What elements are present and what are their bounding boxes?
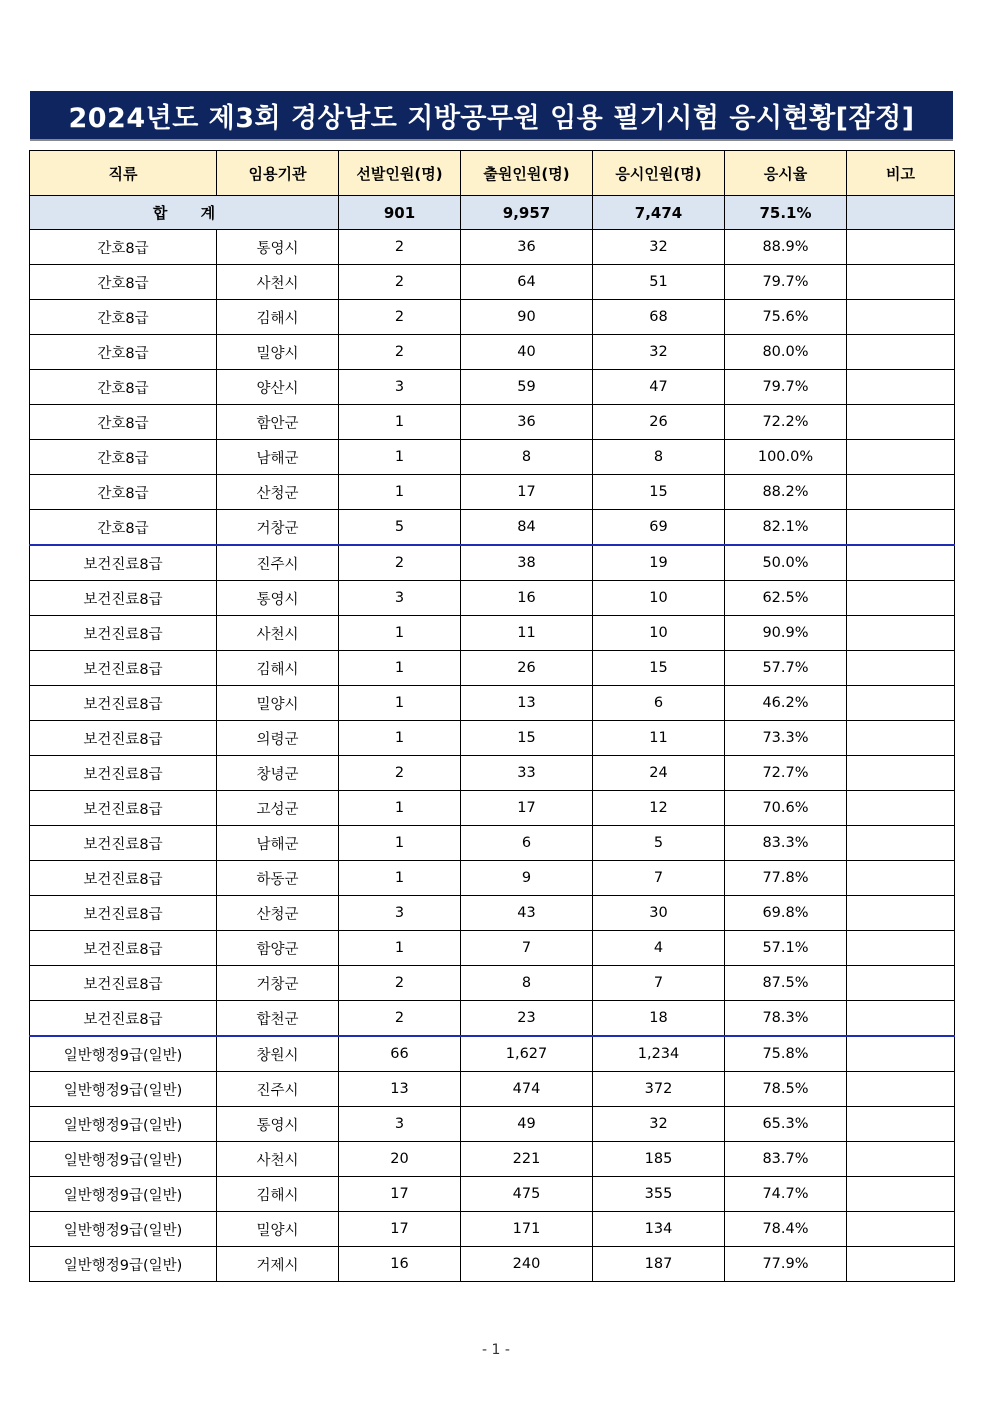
cell-agency: 김해시 bbox=[217, 300, 339, 335]
header-selected: 선발인원(명) bbox=[339, 151, 461, 196]
cell-rate: 46.2% bbox=[725, 686, 847, 721]
header-job-type: 직류 bbox=[30, 151, 217, 196]
cell-attended: 6 bbox=[593, 686, 725, 721]
table-row bbox=[30, 475, 955, 510]
table-row bbox=[30, 896, 955, 931]
table-row bbox=[30, 510, 955, 546]
table-row bbox=[30, 651, 955, 686]
cell-agency: 밀양시 bbox=[217, 686, 339, 721]
cell-rate: 80.0% bbox=[725, 335, 847, 370]
cell-applied: 36 bbox=[461, 405, 593, 440]
cell-applied: 221 bbox=[461, 1142, 593, 1177]
cell-rate: 90.9% bbox=[725, 616, 847, 651]
cell-note bbox=[847, 475, 955, 510]
cell-job-type: 보건진료8급 bbox=[30, 581, 217, 616]
table-row bbox=[30, 300, 955, 335]
cell-rate: 75.8% bbox=[725, 1036, 847, 1072]
cell-rate: 88.2% bbox=[725, 475, 847, 510]
table-row bbox=[30, 440, 955, 475]
cell-rate: 57.1% bbox=[725, 931, 847, 966]
cell-job-type: 간호8급 bbox=[30, 370, 217, 405]
cell-rate: 79.7% bbox=[725, 370, 847, 405]
cell-job-type: 보건진료8급 bbox=[30, 826, 217, 861]
cell-note bbox=[847, 896, 955, 931]
total-row bbox=[30, 196, 955, 230]
cell-selected: 2 bbox=[339, 1001, 461, 1037]
header-attended: 응시인원(명) bbox=[593, 151, 725, 196]
cell-selected: 13 bbox=[339, 1072, 461, 1107]
cell-note bbox=[847, 1212, 955, 1247]
cell-selected: 1 bbox=[339, 475, 461, 510]
cell-applied: 40 bbox=[461, 335, 593, 370]
table-row bbox=[30, 405, 955, 440]
cell-agency: 김해시 bbox=[217, 651, 339, 686]
table-row bbox=[30, 686, 955, 721]
cell-note bbox=[847, 510, 955, 546]
cell-note bbox=[847, 1177, 955, 1212]
cell-selected: 2 bbox=[339, 230, 461, 265]
cell-note bbox=[847, 545, 955, 581]
cell-attended: 32 bbox=[593, 230, 725, 265]
cell-rate: 70.6% bbox=[725, 791, 847, 826]
cell-note bbox=[847, 966, 955, 1001]
total-selected: 901 bbox=[339, 196, 461, 230]
table-row bbox=[30, 265, 955, 300]
cell-agency: 사천시 bbox=[217, 265, 339, 300]
cell-job-type: 보건진료8급 bbox=[30, 896, 217, 931]
header-row bbox=[30, 151, 955, 196]
cell-attended: 11 bbox=[593, 721, 725, 756]
cell-selected: 66 bbox=[339, 1036, 461, 1072]
table-row bbox=[30, 616, 955, 651]
total-rate: 75.1% bbox=[725, 196, 847, 230]
cell-job-type: 간호8급 bbox=[30, 230, 217, 265]
cell-attended: 24 bbox=[593, 756, 725, 791]
cell-selected: 16 bbox=[339, 1247, 461, 1282]
cell-selected: 2 bbox=[339, 300, 461, 335]
cell-applied: 9 bbox=[461, 861, 593, 896]
cell-applied: 13 bbox=[461, 686, 593, 721]
cell-applied: 38 bbox=[461, 545, 593, 581]
cell-rate: 87.5% bbox=[725, 966, 847, 1001]
cell-selected: 2 bbox=[339, 265, 461, 300]
cell-note bbox=[847, 931, 955, 966]
cell-selected: 1 bbox=[339, 931, 461, 966]
cell-agency: 밀양시 bbox=[217, 335, 339, 370]
cell-job-type: 보건진료8급 bbox=[30, 966, 217, 1001]
table-row bbox=[30, 1001, 955, 1037]
table-row bbox=[30, 1072, 955, 1107]
header-note: 비고 bbox=[847, 151, 955, 196]
cell-job-type: 일반행정9급(일반) bbox=[30, 1036, 217, 1072]
cell-rate: 83.7% bbox=[725, 1142, 847, 1177]
cell-job-type: 보건진료8급 bbox=[30, 931, 217, 966]
cell-attended: 32 bbox=[593, 335, 725, 370]
cell-agency: 산청군 bbox=[217, 475, 339, 510]
cell-rate: 72.2% bbox=[725, 405, 847, 440]
cell-agency: 거창군 bbox=[217, 510, 339, 546]
cell-agency: 창녕군 bbox=[217, 756, 339, 791]
table-row bbox=[30, 756, 955, 791]
cell-note bbox=[847, 335, 955, 370]
cell-selected: 5 bbox=[339, 510, 461, 546]
cell-job-type: 보건진료8급 bbox=[30, 651, 217, 686]
cell-job-type: 보건진료8급 bbox=[30, 686, 217, 721]
cell-attended: 32 bbox=[593, 1107, 725, 1142]
cell-applied: 11 bbox=[461, 616, 593, 651]
cell-job-type: 간호8급 bbox=[30, 405, 217, 440]
cell-attended: 26 bbox=[593, 405, 725, 440]
table-row bbox=[30, 1142, 955, 1177]
table-row bbox=[30, 581, 955, 616]
table-row bbox=[30, 1247, 955, 1282]
cell-selected: 3 bbox=[339, 1107, 461, 1142]
cell-agency: 남해군 bbox=[217, 826, 339, 861]
cell-note bbox=[847, 791, 955, 826]
cell-job-type: 간호8급 bbox=[30, 510, 217, 546]
cell-job-type: 보건진료8급 bbox=[30, 545, 217, 581]
table-row bbox=[30, 931, 955, 966]
cell-job-type: 보건진료8급 bbox=[30, 616, 217, 651]
cell-selected: 1 bbox=[339, 616, 461, 651]
cell-applied: 8 bbox=[461, 966, 593, 1001]
cell-note bbox=[847, 1247, 955, 1282]
cell-attended: 12 bbox=[593, 791, 725, 826]
cell-selected: 20 bbox=[339, 1142, 461, 1177]
cell-agency: 남해군 bbox=[217, 440, 339, 475]
cell-agency: 밀양시 bbox=[217, 1212, 339, 1247]
cell-job-type: 간호8급 bbox=[30, 300, 217, 335]
cell-applied: 23 bbox=[461, 1001, 593, 1037]
cell-note bbox=[847, 1072, 955, 1107]
cell-attended: 7 bbox=[593, 861, 725, 896]
cell-applied: 17 bbox=[461, 791, 593, 826]
cell-applied: 240 bbox=[461, 1247, 593, 1282]
cell-agency: 산청군 bbox=[217, 896, 339, 931]
cell-agency: 통영시 bbox=[217, 581, 339, 616]
cell-selected: 1 bbox=[339, 405, 461, 440]
table-row bbox=[30, 545, 955, 581]
cell-agency: 함안군 bbox=[217, 405, 339, 440]
cell-attended: 18 bbox=[593, 1001, 725, 1037]
cell-agency: 통영시 bbox=[217, 230, 339, 265]
cell-job-type: 일반행정9급(일반) bbox=[30, 1072, 217, 1107]
cell-attended: 187 bbox=[593, 1247, 725, 1282]
cell-applied: 26 bbox=[461, 651, 593, 686]
cell-job-type: 보건진료8급 bbox=[30, 756, 217, 791]
cell-job-type: 보건진료8급 bbox=[30, 791, 217, 826]
cell-note bbox=[847, 300, 955, 335]
cell-agency: 고성군 bbox=[217, 791, 339, 826]
header-agency: 임용기관 bbox=[217, 151, 339, 196]
cell-attended: 15 bbox=[593, 475, 725, 510]
cell-applied: 7 bbox=[461, 931, 593, 966]
table-row bbox=[30, 721, 955, 756]
cell-job-type: 일반행정9급(일반) bbox=[30, 1142, 217, 1177]
table-row bbox=[30, 1036, 955, 1072]
cell-note bbox=[847, 265, 955, 300]
cell-rate: 83.3% bbox=[725, 826, 847, 861]
page-number: - 1 - bbox=[482, 1342, 510, 1358]
exam-status-table bbox=[29, 150, 955, 1282]
table-row bbox=[30, 861, 955, 896]
cell-note bbox=[847, 721, 955, 756]
cell-rate: 65.3% bbox=[725, 1107, 847, 1142]
cell-job-type: 간호8급 bbox=[30, 440, 217, 475]
cell-rate: 78.3% bbox=[725, 1001, 847, 1037]
cell-selected: 1 bbox=[339, 826, 461, 861]
total-attended: 7,474 bbox=[593, 196, 725, 230]
cell-applied: 84 bbox=[461, 510, 593, 546]
cell-selected: 3 bbox=[339, 896, 461, 931]
cell-attended: 355 bbox=[593, 1177, 725, 1212]
cell-note bbox=[847, 230, 955, 265]
cell-agency: 사천시 bbox=[217, 616, 339, 651]
cell-agency: 양산시 bbox=[217, 370, 339, 405]
cell-note bbox=[847, 826, 955, 861]
document-title: 2024년도 제3회 경상남도 지방공무원 임용 필기시험 응시현황[잠정] bbox=[30, 91, 953, 141]
table-row bbox=[30, 1177, 955, 1212]
cell-attended: 1,234 bbox=[593, 1036, 725, 1072]
header-rate: 응시율 bbox=[725, 151, 847, 196]
cell-agency: 진주시 bbox=[217, 545, 339, 581]
cell-attended: 15 bbox=[593, 651, 725, 686]
cell-applied: 171 bbox=[461, 1212, 593, 1247]
total-note bbox=[847, 196, 955, 230]
cell-agency: 창원시 bbox=[217, 1036, 339, 1072]
cell-agency: 사천시 bbox=[217, 1142, 339, 1177]
cell-selected: 2 bbox=[339, 756, 461, 791]
table-row bbox=[30, 230, 955, 265]
cell-job-type: 보건진료8급 bbox=[30, 861, 217, 896]
cell-selected: 3 bbox=[339, 370, 461, 405]
cell-agency: 의령군 bbox=[217, 721, 339, 756]
cell-attended: 7 bbox=[593, 966, 725, 1001]
cell-note bbox=[847, 686, 955, 721]
cell-selected: 2 bbox=[339, 966, 461, 1001]
header-applied: 출원인원(명) bbox=[461, 151, 593, 196]
cell-rate: 74.7% bbox=[725, 1177, 847, 1212]
cell-agency: 진주시 bbox=[217, 1072, 339, 1107]
cell-attended: 134 bbox=[593, 1212, 725, 1247]
cell-agency: 합천군 bbox=[217, 1001, 339, 1037]
cell-applied: 474 bbox=[461, 1072, 593, 1107]
cell-job-type: 간호8급 bbox=[30, 265, 217, 300]
cell-job-type: 간호8급 bbox=[30, 475, 217, 510]
cell-job-type: 일반행정9급(일반) bbox=[30, 1212, 217, 1247]
cell-note bbox=[847, 756, 955, 791]
cell-note bbox=[847, 1142, 955, 1177]
cell-rate: 73.3% bbox=[725, 721, 847, 756]
cell-applied: 36 bbox=[461, 230, 593, 265]
cell-agency: 함양군 bbox=[217, 931, 339, 966]
cell-selected: 17 bbox=[339, 1212, 461, 1247]
cell-note bbox=[847, 861, 955, 896]
cell-attended: 10 bbox=[593, 616, 725, 651]
cell-note bbox=[847, 1036, 955, 1072]
cell-rate: 57.7% bbox=[725, 651, 847, 686]
total-applied: 9,957 bbox=[461, 196, 593, 230]
cell-selected: 3 bbox=[339, 581, 461, 616]
cell-attended: 47 bbox=[593, 370, 725, 405]
cell-attended: 30 bbox=[593, 896, 725, 931]
cell-applied: 49 bbox=[461, 1107, 593, 1142]
cell-agency: 통영시 bbox=[217, 1107, 339, 1142]
cell-rate: 50.0% bbox=[725, 545, 847, 581]
cell-attended: 69 bbox=[593, 510, 725, 546]
table-row bbox=[30, 335, 955, 370]
table-row bbox=[30, 1107, 955, 1142]
cell-attended: 5 bbox=[593, 826, 725, 861]
cell-applied: 64 bbox=[461, 265, 593, 300]
cell-note bbox=[847, 581, 955, 616]
cell-rate: 77.9% bbox=[725, 1247, 847, 1282]
cell-job-type: 간호8급 bbox=[30, 335, 217, 370]
cell-rate: 78.5% bbox=[725, 1072, 847, 1107]
cell-rate: 88.9% bbox=[725, 230, 847, 265]
cell-applied: 1,627 bbox=[461, 1036, 593, 1072]
cell-rate: 77.8% bbox=[725, 861, 847, 896]
cell-selected: 1 bbox=[339, 721, 461, 756]
table-row bbox=[30, 826, 955, 861]
cell-rate: 75.6% bbox=[725, 300, 847, 335]
cell-applied: 90 bbox=[461, 300, 593, 335]
cell-note bbox=[847, 1107, 955, 1142]
cell-agency: 거제시 bbox=[217, 1247, 339, 1282]
cell-attended: 185 bbox=[593, 1142, 725, 1177]
cell-selected: 1 bbox=[339, 651, 461, 686]
table-row bbox=[30, 791, 955, 826]
cell-agency: 거창군 bbox=[217, 966, 339, 1001]
cell-attended: 4 bbox=[593, 931, 725, 966]
cell-applied: 6 bbox=[461, 826, 593, 861]
cell-selected: 1 bbox=[339, 686, 461, 721]
cell-selected: 2 bbox=[339, 335, 461, 370]
cell-rate: 62.5% bbox=[725, 581, 847, 616]
cell-applied: 43 bbox=[461, 896, 593, 931]
cell-job-type: 일반행정9급(일반) bbox=[30, 1177, 217, 1212]
cell-applied: 16 bbox=[461, 581, 593, 616]
cell-job-type: 보건진료8급 bbox=[30, 721, 217, 756]
cell-selected: 2 bbox=[339, 545, 461, 581]
cell-attended: 19 bbox=[593, 545, 725, 581]
cell-note bbox=[847, 440, 955, 475]
cell-rate: 82.1% bbox=[725, 510, 847, 546]
cell-agency: 하동군 bbox=[217, 861, 339, 896]
table-row bbox=[30, 370, 955, 405]
cell-job-type: 보건진료8급 bbox=[30, 1001, 217, 1037]
cell-agency: 김해시 bbox=[217, 1177, 339, 1212]
cell-note bbox=[847, 370, 955, 405]
cell-note bbox=[847, 1001, 955, 1037]
cell-selected: 1 bbox=[339, 440, 461, 475]
cell-job-type: 일반행정9급(일반) bbox=[30, 1247, 217, 1282]
total-label: 합 계 bbox=[30, 196, 339, 230]
cell-attended: 8 bbox=[593, 440, 725, 475]
cell-attended: 10 bbox=[593, 581, 725, 616]
cell-rate: 69.8% bbox=[725, 896, 847, 931]
cell-note bbox=[847, 651, 955, 686]
cell-applied: 59 bbox=[461, 370, 593, 405]
cell-selected: 1 bbox=[339, 861, 461, 896]
table-row bbox=[30, 966, 955, 1001]
cell-rate: 100.0% bbox=[725, 440, 847, 475]
cell-rate: 72.7% bbox=[725, 756, 847, 791]
cell-selected: 17 bbox=[339, 1177, 461, 1212]
cell-attended: 68 bbox=[593, 300, 725, 335]
cell-rate: 79.7% bbox=[725, 265, 847, 300]
cell-applied: 33 bbox=[461, 756, 593, 791]
cell-rate: 78.4% bbox=[725, 1212, 847, 1247]
cell-job-type: 일반행정9급(일반) bbox=[30, 1107, 217, 1142]
cell-note bbox=[847, 616, 955, 651]
cell-applied: 17 bbox=[461, 475, 593, 510]
cell-applied: 15 bbox=[461, 721, 593, 756]
table-row bbox=[30, 1212, 955, 1247]
cell-note bbox=[847, 405, 955, 440]
cell-selected: 1 bbox=[339, 791, 461, 826]
cell-attended: 51 bbox=[593, 265, 725, 300]
cell-applied: 8 bbox=[461, 440, 593, 475]
cell-applied: 475 bbox=[461, 1177, 593, 1212]
cell-attended: 372 bbox=[593, 1072, 725, 1107]
